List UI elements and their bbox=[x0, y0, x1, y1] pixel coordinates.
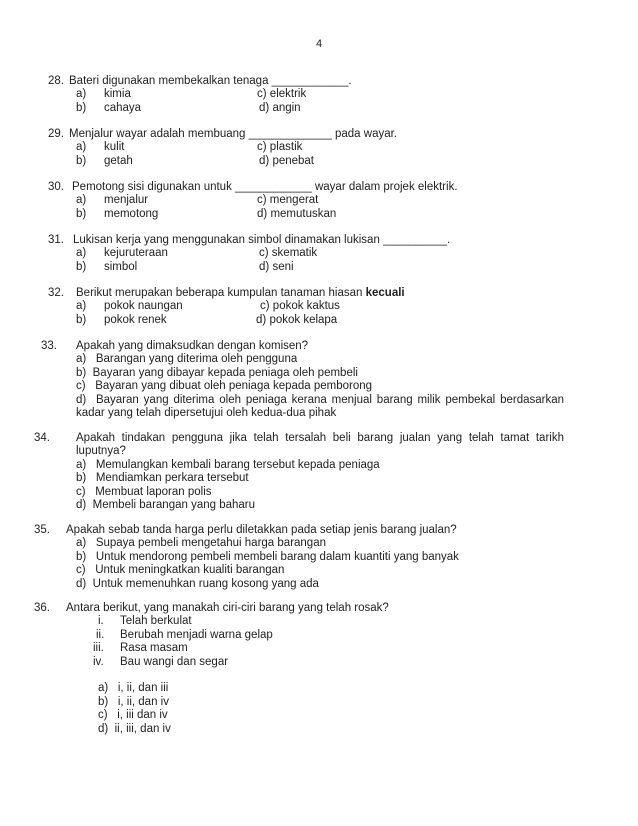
option-b[interactable]: b) i, ii, dan iv bbox=[98, 695, 169, 708]
answer-blank: ____________ bbox=[235, 181, 312, 193]
option-b[interactable]: b) Mendiamkan perkara tersebut bbox=[76, 472, 249, 485]
question-number: 36. bbox=[34, 602, 50, 614]
question-stem: Lukisan kerja yang menggunakan simbol dinamakan lukisan __________. bbox=[73, 234, 451, 246]
answer-blank: _____________ bbox=[248, 128, 332, 140]
statement-label: i. bbox=[98, 615, 104, 628]
question-29 bbox=[0, 128, 638, 168]
option-b[interactable]: b) bbox=[76, 260, 87, 273]
option-d[interactable]: d) ii, iii, dan iv bbox=[98, 722, 171, 735]
question-number: 28. bbox=[48, 75, 64, 87]
option-b[interactable]: b) bbox=[76, 154, 87, 167]
question-stem: Menjalur wayar adalah membuang _____________ pada wayar. bbox=[69, 128, 398, 140]
option-a[interactable]: a) bbox=[76, 141, 87, 154]
option-b-text: getah bbox=[104, 154, 133, 167]
option-a[interactable]: a) bbox=[76, 194, 87, 207]
option-a[interactable]: a) bbox=[76, 247, 87, 260]
question-number: 34. bbox=[34, 432, 50, 444]
question-30 bbox=[0, 181, 638, 221]
option-a-text: kulit bbox=[104, 141, 125, 154]
option-b[interactable]: b) bbox=[76, 313, 87, 326]
answer-blank: __________ bbox=[383, 234, 448, 246]
statement-text: Bau wangi dan segar bbox=[120, 655, 229, 668]
statement-label: iv. bbox=[93, 655, 104, 668]
option-c[interactable]: c) mengerat bbox=[257, 194, 319, 207]
option-b-text: pokok renek bbox=[104, 313, 167, 326]
option-a[interactable]: a) Supaya pembeli mengetahui harga barangan bbox=[76, 537, 326, 550]
statement-label: ii. bbox=[96, 628, 105, 641]
page-number: 4 bbox=[315, 38, 323, 50]
option-d[interactable]: d) seni bbox=[259, 260, 294, 273]
option-b[interactable]: b) Bayaran yang dibayar kepada peniaga oleh pembeli bbox=[76, 366, 358, 379]
question-stem: Bateri digunakan membekalkan tenaga ____________. bbox=[69, 75, 352, 87]
option-c[interactable]: c) plastik bbox=[257, 141, 303, 154]
question-33 bbox=[0, 340, 638, 420]
option-c[interactable]: c) pokok kaktus bbox=[260, 300, 340, 313]
option-a-text: kejuruteraan bbox=[104, 247, 168, 260]
option-a[interactable]: a) bbox=[76, 88, 87, 101]
option-a[interactable]: a) Barangan yang diterima oleh pengguna bbox=[76, 353, 298, 366]
option-a[interactable]: a) i, ii, dan iii bbox=[98, 682, 169, 695]
question-stem: Berikut merupakan beberapa kumpulan tanaman hiasan kecuali bbox=[76, 287, 405, 299]
option-a-text: kimia bbox=[104, 88, 131, 101]
option-c[interactable]: c) Bayaran yang dibuat oleh peniaga kepada pemborong bbox=[76, 380, 373, 393]
question-stem: Antara berikut, yang manakah ciri-ciri barang yang telah rosak? bbox=[66, 602, 389, 614]
option-b-text: simbol bbox=[104, 260, 138, 273]
option-d[interactable]: d) memutuskan bbox=[257, 207, 337, 220]
option-b[interactable]: b) Untuk mendorong pembeli membeli barang dalam kuantiti yang banyak bbox=[76, 550, 459, 563]
option-d[interactable]: d) Bayaran yang diterima oleh peniaga kerana menjual barang milik pembekal berdasarkan kadar yang telah dipersetujui oleh kedua-dua pihak bbox=[76, 393, 564, 419]
question-36 bbox=[0, 602, 638, 736]
option-a[interactable]: a) bbox=[76, 300, 87, 313]
question-number: 30. bbox=[48, 181, 64, 193]
option-b-text: cahaya bbox=[104, 101, 142, 114]
question-stem: Pemotong sisi digunakan untuk ____________ wayar dalam projek elektrik. bbox=[72, 181, 458, 193]
question-31 bbox=[0, 234, 638, 274]
question-stem: Apakah yang dimaksudkan dengan komisen? bbox=[76, 340, 309, 352]
option-a-text: pokok naungan bbox=[104, 300, 183, 313]
option-c[interactable]: c) Membuat laporan polis bbox=[76, 485, 212, 498]
emphasis-word: kecuali bbox=[365, 287, 405, 299]
option-d[interactable]: d) penebat bbox=[259, 154, 315, 167]
answer-blank: ____________ bbox=[271, 75, 349, 87]
option-d[interactable]: d) angin bbox=[259, 101, 301, 114]
option-c[interactable]: c) i, iii dan iv bbox=[98, 709, 168, 722]
statement-label: iii. bbox=[93, 642, 104, 655]
question-number: 29. bbox=[48, 128, 64, 140]
option-c[interactable]: c) elektrik bbox=[257, 88, 307, 101]
option-a-text: menjalur bbox=[104, 194, 149, 207]
option-a[interactable]: a) Memulangkan kembali barang tersebut kepada peniaga bbox=[76, 458, 380, 471]
question-number: 35. bbox=[34, 524, 50, 536]
statement-text: Telah berkulat bbox=[120, 615, 192, 628]
question-stem: Apakah tindakan pengguna jika telah tersalah beli barang jualan yang telah tamat tarikh luputnya? bbox=[76, 432, 564, 458]
question-number: 31. bbox=[48, 234, 64, 246]
option-d[interactable]: d) Untuk memenuhkan ruang kosong yang ada bbox=[76, 577, 319, 590]
question-35 bbox=[0, 524, 638, 591]
option-b[interactable]: b) bbox=[76, 207, 87, 220]
option-d[interactable]: d) Membeli barangan yang baharu bbox=[76, 498, 256, 511]
question-stem: Apakah sebab tanda harga perlu diletakkan pada setiap jenis barang jualan? bbox=[66, 524, 457, 536]
option-b[interactable]: b) bbox=[76, 101, 87, 114]
statement-text: Rasa masam bbox=[120, 642, 188, 655]
option-c[interactable]: c) skematik bbox=[259, 247, 318, 260]
question-34 bbox=[0, 432, 638, 512]
question-number: 32. bbox=[48, 287, 64, 299]
option-c[interactable]: c) Untuk meningkatkan kualiti barangan bbox=[76, 564, 285, 577]
question-28 bbox=[0, 75, 638, 115]
question-32 bbox=[0, 287, 638, 327]
question-number: 33. bbox=[41, 340, 57, 352]
option-d[interactable]: d) pokok kelapa bbox=[256, 313, 338, 326]
option-b-text: memotong bbox=[104, 207, 159, 220]
statement-text: Berubah menjadi warna gelap bbox=[120, 628, 273, 641]
